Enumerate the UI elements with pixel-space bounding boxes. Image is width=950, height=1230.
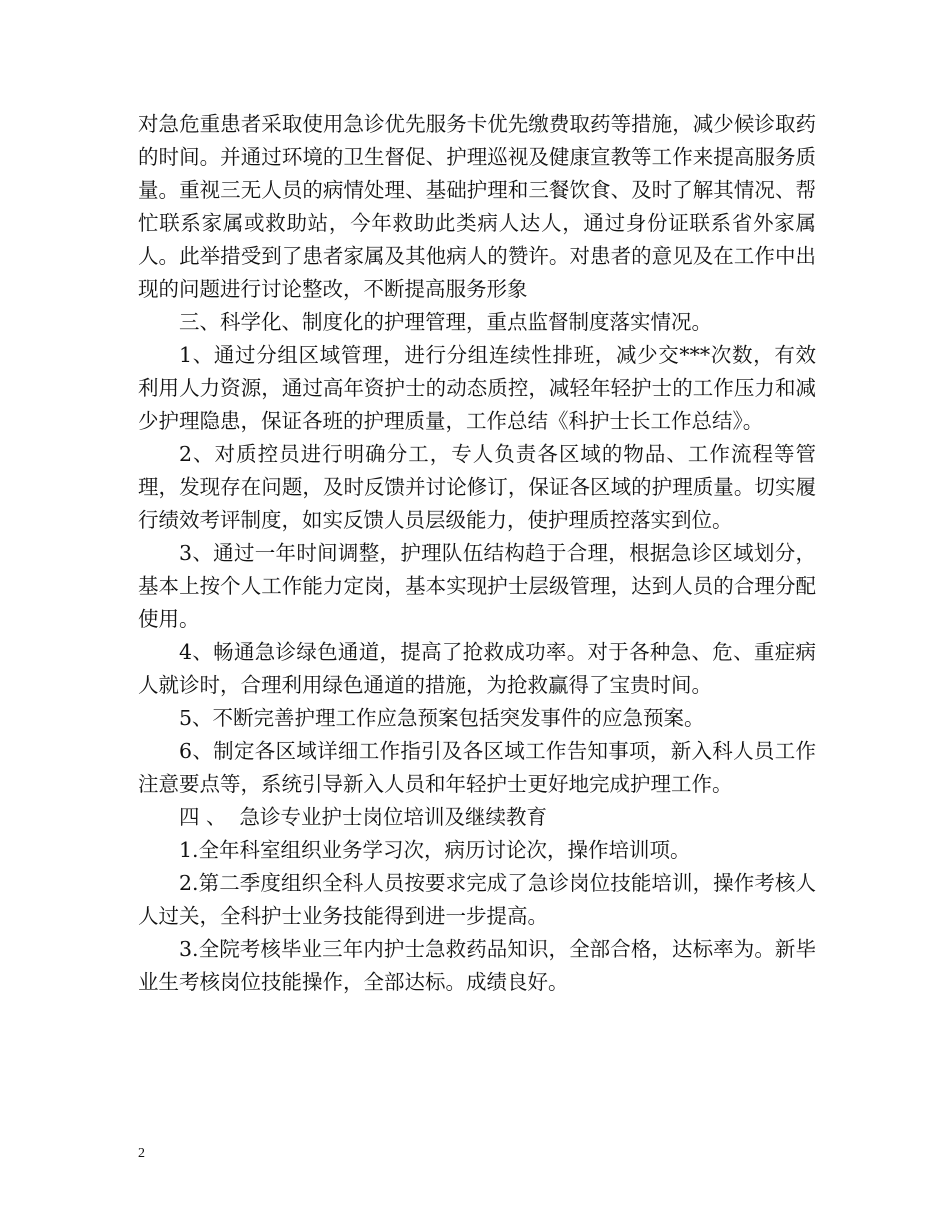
section-heading-3: 三、科学化、制度化的护理管理，重点监督制度落实情况。 xyxy=(179,310,712,334)
paragraph-1: 对急危重患者采取使用急诊优先服务卡优先缴费取药等措施，减少候诊取药的时间。并通过环境的卫生督促、护理巡视及健康宣教等工作来提高服务质量。重视三无人员的病情处理、基础护理和三餐饮食、及时了解其情况、帮忙联系家属或救助站，今年救助此类病人达人，通过身份证联系省外家属人。此举措受到了患者家属及其他病人的赞许。对患者的意见及在工作中出现的问题进行讨论整改，不断提高服务形象 xyxy=(138,112,816,301)
paragraph-item-6: 6、制定各区域详细工作指引及各区域工作告知事项，新入科人员工作注意要点等，系统引导新入人员和年轻护士更好地完成护理工作。 xyxy=(138,739,816,796)
paragraph-item-4: 4、畅通急诊绿色通道，提高了抢救成功率。对于各种急、危、重症病人就诊时，合理利用绿色通道的措施，为抢救赢得了宝贵时间。 xyxy=(138,640,816,697)
document-body xyxy=(138,108,816,999)
training-item-2: 2.第二季度组织全科人员按要求完成了急诊岗位技能培训，操作考核人人过关，全科护士业务技能得到进一步提高。 xyxy=(138,871,816,928)
training-item-3: 3.全院考核毕业三年内护士急救药品知识，全部合格，达标率为。新毕业生考核岗位技能操作，全部达标。成绩良好。 xyxy=(138,937,816,994)
page-number: 2 xyxy=(138,1146,145,1161)
paragraph-item-2: 2、对质控员进行明确分工，专人负责各区域的物品、工作流程等管理，发现存在问题，及时反馈并讨论修订，保证各区域的护理质量。切实履行绩效考评制度，如实反馈人员层级能力，使护理质控落实到位。 xyxy=(138,442,816,532)
paragraph-item-5: 5、不断完善护理工作应急预案包括突发事件的应急预案。 xyxy=(179,706,705,730)
paragraph-item-3: 3、通过一年时间调整，护理队伍结构趋于合理，根据急诊区域划分，基本上按个人工作能力定岗，基本实现护士层级管理，达到人员的合理分配使用。 xyxy=(138,541,816,631)
paragraph-item-1: 1、通过分组区域管理，进行分组连续性排班，减少交***次数，有效利用人力资源，通过高年资护士的动态质控，减轻年轻护士的工作压力和减少护理隐患，保证各班的护理质量，工作总结《科护士长工作总结》。 xyxy=(138,343,816,433)
training-item-1: 1.全年科室组织业务学习次，病历讨论次，操作培训项。 xyxy=(179,838,691,862)
section-heading-4: 四 、 急诊专业护士岗位培训及继续教育 xyxy=(179,805,548,829)
